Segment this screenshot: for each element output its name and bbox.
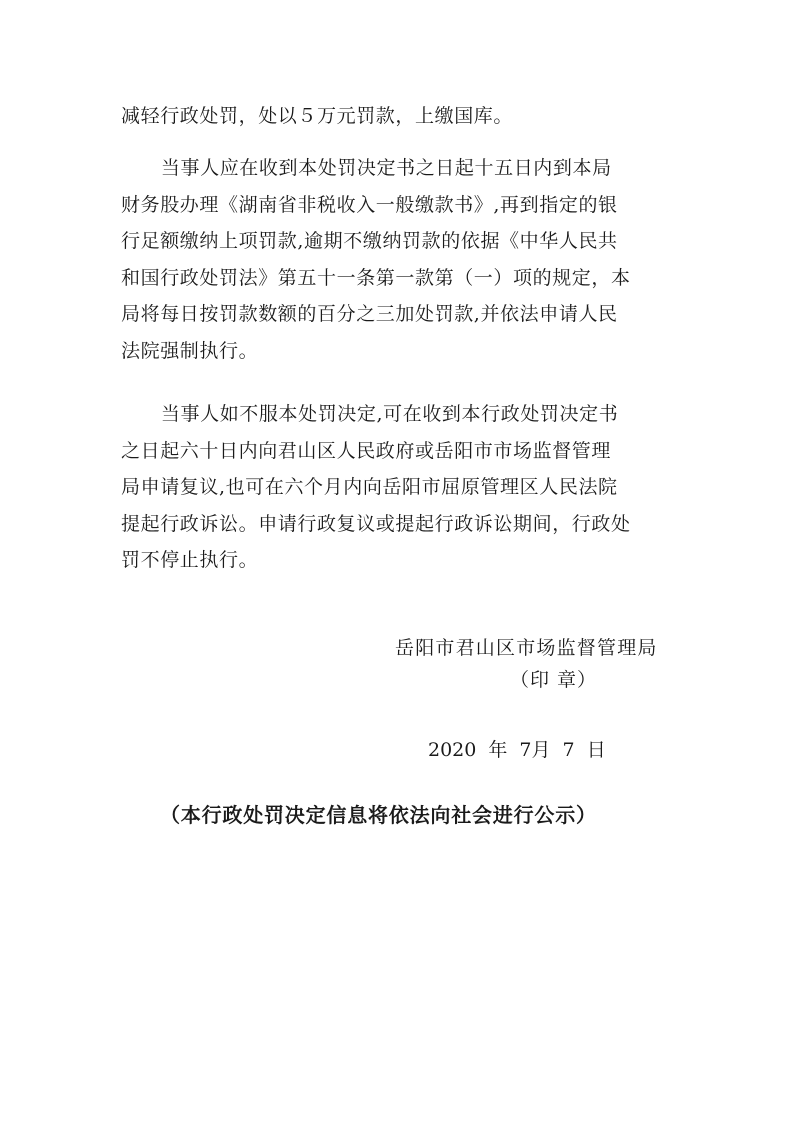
text-line: 罚不停止执行。 [121, 549, 259, 572]
paragraph-appeal-rights [121, 396, 672, 579]
signature-date: 2020 年 7月 7 日 [428, 739, 606, 761]
text-line: 行足额缴纳上项罚款,逾期不缴纳罚款的依据《中华人民共 [121, 230, 618, 253]
text-line: 法院强制执行。 [121, 339, 259, 362]
paragraph-payment-instructions [121, 150, 672, 370]
text-line: 之日起六十日内向君山区人民政府或岳阳市市场监督管理 [121, 439, 612, 462]
signature-organization: 岳阳市君山区市场监督管理局 [395, 637, 658, 659]
paragraph-penalty-amount [121, 98, 672, 135]
text-line: 提起行政诉讼。申请行政复议或提起行政诉讼期间，行政处 [121, 512, 631, 535]
text-line: 当事人应在收到本处罚决定书之日起十五日内到本局 [160, 157, 612, 179]
text-line: 财务股办理《湖南省非税收入一般缴款书》,再到指定的银 [121, 193, 618, 216]
text-line: 减轻行政处罚，处以５万元罚款，上缴国库。 [121, 105, 514, 127]
text-line: 和国行政处罚法》第五十一条第一款第（一）项的规定，本 [121, 266, 631, 289]
public-disclosure-notice: （本行政处罚决定信息将依法向社会进行公示） [160, 803, 597, 827]
text-line: 局将每日按罚款数额的百分之三加处罚款,并依法申请人民 [121, 303, 618, 326]
text-line: 当事人如不服本处罚决定,可在收到本行政处罚决定书 [160, 403, 619, 425]
signature-seal: （印 章） [510, 669, 598, 691]
text-line: 局申请复议,也可在六个月内向岳阳市屈原管理区人民法院 [121, 476, 618, 499]
